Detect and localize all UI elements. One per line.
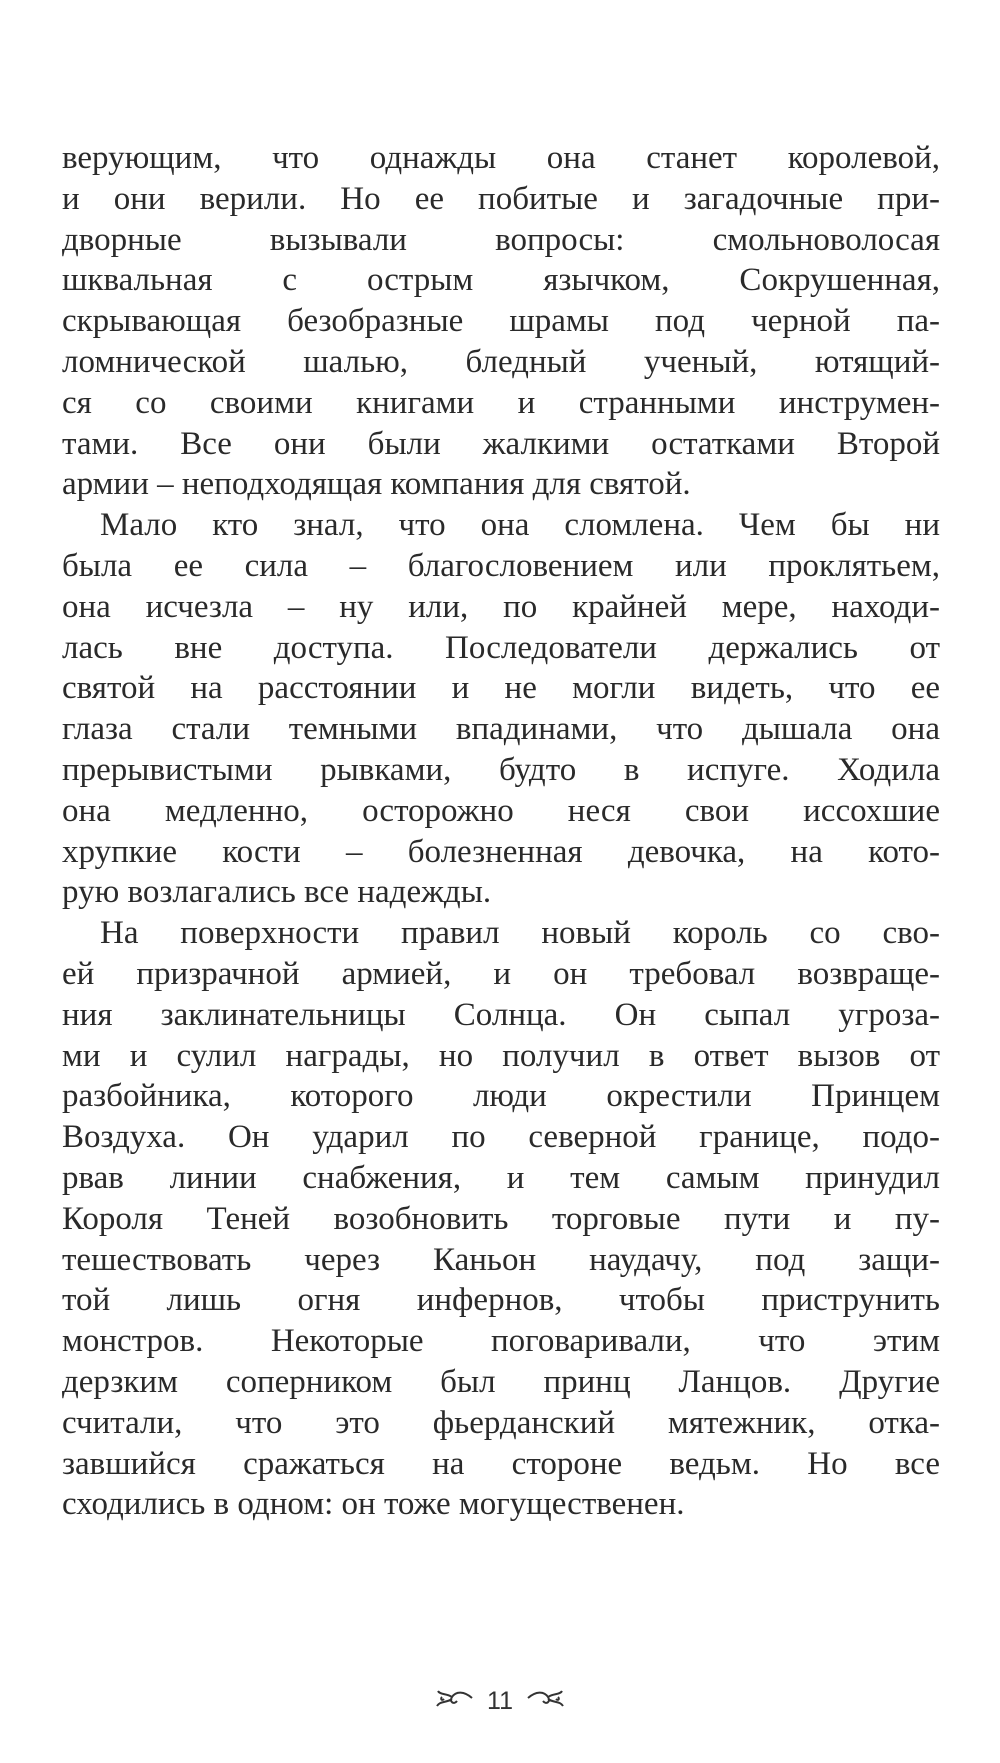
text-line: разбойника, которого люди окрестили Принцем bbox=[62, 1078, 940, 1115]
text-line: монстров. Некоторые поговаривали, что этим bbox=[62, 1323, 940, 1360]
text-line: хрупкие кости – болезненная девочка, на кото- bbox=[62, 833, 940, 870]
text-line: святой на расстоянии и не могли видеть, что ее bbox=[62, 670, 940, 707]
text-line: ся со своими книгами и странными инструмен- bbox=[62, 384, 940, 421]
text-line: сходились в одном: он тоже могущественен. bbox=[62, 1486, 685, 1523]
page-number: 11 bbox=[487, 1686, 513, 1715]
text-line: дворные вызывали вопросы: смольноволосая bbox=[62, 221, 940, 258]
text-line: была ее сила – благословением или проклятьем, bbox=[62, 547, 940, 584]
text-line: скрывающая безобразные шрамы под черной па- bbox=[62, 303, 940, 340]
text-line: ния заклинательницы Солнца. Он сыпал угроза- bbox=[62, 996, 940, 1033]
text-line: Воздуха. Он ударил по северной границе, подо- bbox=[62, 1119, 940, 1156]
flourish-right-icon bbox=[520, 1687, 572, 1716]
flourish-left-icon bbox=[428, 1687, 480, 1716]
text-line: глаза стали темными впадинами, что дышала она bbox=[62, 711, 940, 748]
text-line: верующим, что однажды она станет королевой, bbox=[62, 140, 940, 176]
page-footer bbox=[0, 1686, 1000, 1716]
text-line: ми и сулил награды, но получил в ответ вызов от bbox=[62, 1037, 940, 1074]
text-line: дерзким соперником был принц Ланцов. Другие bbox=[62, 1363, 940, 1400]
text-line: завшийся сражаться на стороне ведьм. Но все bbox=[62, 1445, 940, 1482]
text-line: рвав линии снабжения, и тем самым принудил bbox=[62, 1159, 940, 1196]
text-line: тами. Все они были жалкими остатками Второй bbox=[62, 425, 940, 462]
text-line: той лишь огня инфернов, чтобы приструнить bbox=[62, 1282, 940, 1319]
text-line: ломнической шалью, бледный ученый, ютящий- bbox=[62, 343, 940, 380]
text-line: прерывистыми рывками, будто в испуге. Ходила bbox=[62, 751, 940, 788]
text-line: рую возлагались все надежды. bbox=[62, 874, 492, 911]
text-line: ей призрачной армией, и он требовал возвраще- bbox=[62, 955, 940, 992]
text-line: армии – неподходящая компания для святой. bbox=[62, 466, 691, 503]
text-line: она исчезла – ну или, по крайней мере, находи- bbox=[62, 588, 940, 625]
text-line: и они верили. Но ее побитые и загадочные при- bbox=[62, 180, 940, 217]
text-line: считали, что это фьерданский мятежник, отка- bbox=[62, 1404, 940, 1441]
text-line: Короля Теней возобновить торговые пути и пу- bbox=[62, 1200, 940, 1237]
text-line: лась вне доступа. Последователи держались от bbox=[62, 629, 940, 666]
body-text bbox=[62, 138, 940, 1525]
text-line: она медленно, осторожно неся свои иссохшие bbox=[62, 792, 940, 829]
text-line: шквальная с острым язычком, Сокрушенная, bbox=[62, 262, 940, 299]
text-line: На поверхности правил новый король со сво- bbox=[100, 915, 940, 952]
text-line: тешествовать через Каньон наудачу, под защи- bbox=[62, 1241, 940, 1278]
text-line: Мало кто знал, что она сломлена. Чем бы ни bbox=[100, 507, 940, 544]
